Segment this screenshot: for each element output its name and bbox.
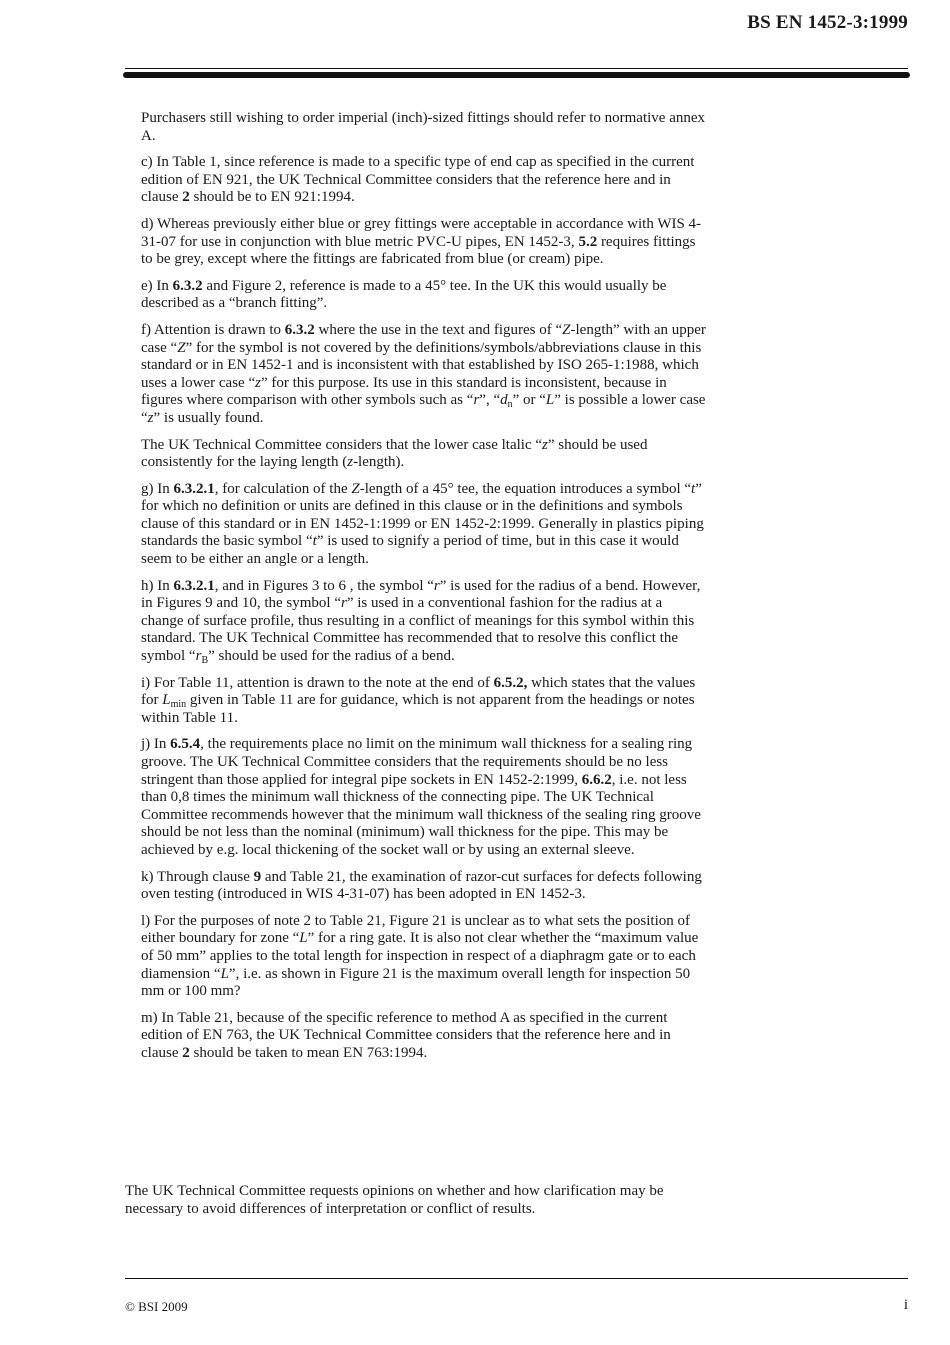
paragraph-k: k) Through clause 9 and Table 21, the examination of razor-cut surfaces for defects following oven testing (introduced in WIS 4-31-07) has been adopted in EN 1452-3. <box>141 868 702 903</box>
paragraph-l: l) For the purposes of note 2 to Table 21, Figure 21 is unclear as to what sets the position of either boundary for zone “L” for a ring gate. It is also not clear whether the “maximum value of 50 mm” applies to the total length for inspection in respect of a diaphragm gate or to each diamension “L”, i.e. as shown in Figure 21 is the maximum overall length for inspection 50 mm or 100 mm? <box>141 912 699 1000</box>
header-rule-thin <box>125 68 908 69</box>
paragraph-d: d) Whereas previously either blue or grey fittings were acceptable in accordance with WIS 4-31-07 for use in conjunction with blue metric PVC-U pipes, EN 1452-3, 5.2 requires fittings to be grey, except where the fittings are fabricated from blue (or cream) pipe. <box>141 215 702 268</box>
paragraph-intro: Purchasers still wishing to order imperial (inch)-sized fittings should refer to normative annex A. <box>141 110 706 144</box>
standard-id: BS EN 1452-3:1999 <box>747 12 908 33</box>
paragraph-h: h) In 6.3.2.1, and in Figures 3 to 6 , the symbol “r” is used for the radius of a bend. However, in Figures 9 and 10, the symbol “r” is used in a conventional fashion for the radius at a change of surface profile, thus resulting in a conflict of meanings for this symbol within this standard. The UK Technical Committee has recommended that to resolve this conflict the symbol “$r_B$” should be used for the radius of a bend. <box>141 577 701 667</box>
paragraph-uk-committee: The UK Technical Committee considers that the lower case ltalic “z” should be used consistently for the laying length (z-length). <box>141 436 648 471</box>
paragraph-j: j) In 6.5.4, the requirements place no limit on the minimum wall thickness for a sealing ring groove. The UK Technical Committee considers that the requirements should be no less stringent than those applied for integral pipe sockets in EN 1452-2:1999, 6.6.2, i.e. not less than 0,8 times the minimum wall thickness of the connecting pipe. The UK Technical Committee recommends however that the minimum wall thickness of the sealing ring groove should be not less than the nominal (minimum) wall thickness for the pipe. This may be achieved by e.g. local thickening of the socket wall or by using an external sleeve. <box>141 736 701 858</box>
paragraph-g: g) In 6.3.2.1, for calculation of the Z-length of a 45° tee, the equation introduces a symbol “t” for which no definition or units are defined in this clause or in the definitions and symbols clause of this standard or in EN 1452-1:1999 or EN 1452-2:1999. Generally in plastics piping standards the basic symbol “t” is used to signify a period of time, but in this case it would seem to be either an angle or a length. <box>141 480 704 568</box>
copyright: © BSI 2009 <box>125 1299 188 1314</box>
paragraph-c: c) In Table 1, since reference is made to a specific type of end cap as specified in the current edition of EN 921, the UK Technical Committee considers that the reference here and in clause 2 should be to EN 921:1994. <box>141 154 695 206</box>
paragraph-m: m) In Table 21, because of the specific reference to method A as specified in the current edition of EN 763, the UK Technical Committee considers that the reference here and in clause 2 should be taken to mean EN 763:1994. <box>141 1009 671 1061</box>
paragraph-i: i) For Table 11, attention is drawn to the note at the end of 6.5.2, which states that the values for $L_{min}$ given in Table 11 are for guidance, which is not apparent from the headings or notes within Table 11. <box>141 674 696 726</box>
page-number: i <box>903 1297 908 1313</box>
paragraph-f: f) Attention is drawn to 6.3.2 where the use in the text and figures of “Z-length” with an upper case “Z” for the symbol is not covered by the definitions/symbols/abbreviations clause in this standard or in EN 1452-1 and is inconsistent with that established by ISO 265-1:1988, which uses a lower case “z” for this purpose. Its use in this standard is inconsistent, because in figures where comparison with other symbols such as “r”, “$d_n$” or “L” is possible a lower case “z” is usually found. <box>141 321 706 426</box>
closing-text: The UK Technical Committee requests opinions on whether and how clarification may be necessary to avoid differences of interpretation or conflict of results. <box>125 1183 664 1217</box>
header-rule-thick <box>123 72 910 78</box>
footer-rule <box>125 1278 908 1279</box>
closing-paragraph <box>125 1183 705 1218</box>
paragraph-e: e) In 6.3.2 and Figure 2, reference is made to a 45° tee. In the UK this would usually be described as a “branch fitting”. <box>141 277 667 312</box>
body-text <box>141 110 706 1072</box>
